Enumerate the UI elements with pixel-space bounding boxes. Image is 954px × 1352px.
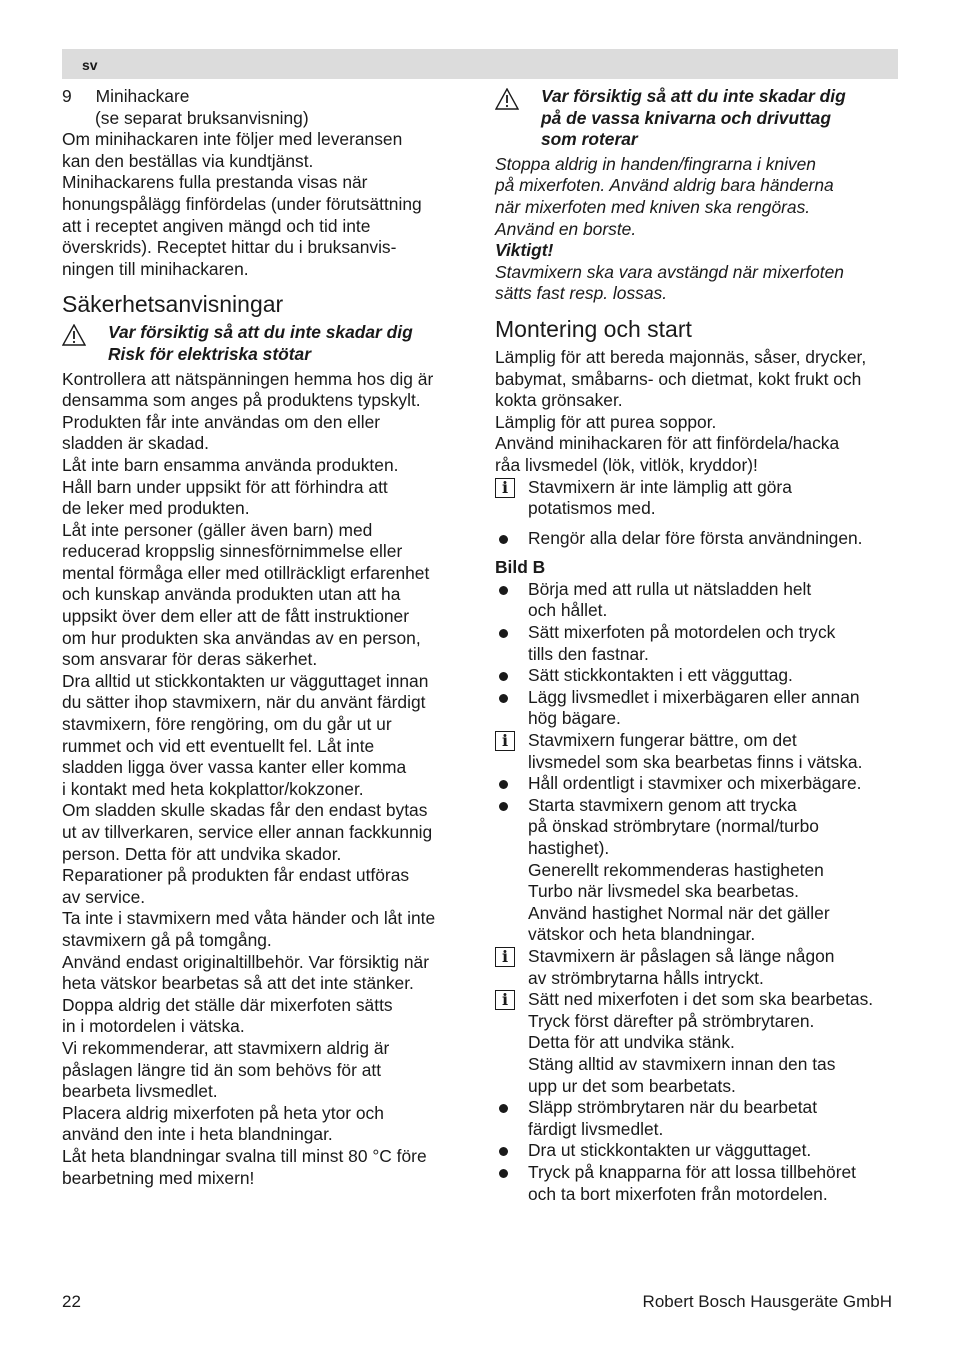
- text-line: Kontrollera att nätspänningen hemma hos dig är: [62, 368, 434, 389]
- bullet-icon: [499, 535, 508, 544]
- info-item: [495, 946, 898, 989]
- text-line: på önskad strömbrytare (normal/turbo: [528, 816, 819, 837]
- text-line: Stavmixern fungerar bättre, om det: [528, 730, 797, 751]
- safety-body: [62, 369, 467, 1190]
- info-icon: i: [495, 947, 515, 967]
- info-item: [495, 477, 898, 520]
- paragraph: [62, 908, 467, 951]
- bullet-item: [495, 795, 898, 946]
- bullet-icon: [499, 672, 508, 681]
- text-line: Stavmixern är påslagen så länge någon: [528, 945, 835, 966]
- text-line: och ta bort mixerfoten från motordelen.: [528, 1183, 828, 1204]
- paragraph: [495, 347, 898, 412]
- text-line: ningen till minihackaren.: [62, 258, 249, 279]
- text-line: Stäng alltid av stavmixern innan den tas: [528, 1053, 836, 1074]
- bullet-icon: [499, 802, 508, 811]
- text-line: Tryck på knapparna för att lossa tillbehöret: [528, 1161, 857, 1182]
- text-line: Rengör alla delar före första användningen.: [528, 527, 863, 548]
- text-line: rummet och vid ett eventuellt fel. Låt inte: [62, 735, 375, 756]
- text-line: av service.: [62, 886, 146, 907]
- text-line: råa livsmedel (lök, vitlök, kryddor)!: [495, 454, 758, 475]
- paragraph: [62, 520, 467, 671]
- text-line: Var försiktig så att du inte skadar dig: [541, 86, 846, 106]
- warning-blades: [495, 86, 898, 151]
- text-line: bearbeta livsmedlet.: [62, 1081, 218, 1102]
- text-line: när mixerfoten med kniven ska rengöras.: [495, 196, 811, 217]
- text-line: Låt inte personer (gäller även barn) med: [62, 519, 373, 540]
- important-label: Viktigt!: [495, 240, 554, 261]
- paragraph: [62, 412, 467, 455]
- language-code: sv: [82, 57, 98, 73]
- minihackare-para-1: [62, 129, 467, 172]
- text-line: sladden ligga över vassa kanter eller komma: [62, 757, 407, 778]
- text-line: Lägg livsmedlet i mixerbägaren eller annan: [528, 686, 860, 707]
- paragraph: [495, 433, 898, 476]
- paragraph: [62, 671, 467, 801]
- text-line: kokta grönsaker.: [495, 390, 623, 411]
- bullet-item: [495, 579, 898, 622]
- text-line: uppsikt över dem eller att de fått instruktioner: [62, 606, 410, 627]
- info-item: [495, 989, 898, 1097]
- bullet-item: [495, 528, 898, 550]
- text-line: Stavmixern är inte lämplig att göra: [528, 476, 792, 497]
- steps-list: [495, 579, 898, 1205]
- text-line: potatismos med.: [528, 498, 656, 519]
- text-line: Produkten får inte användas om den eller: [62, 411, 381, 432]
- text-line: Börja med att rulla ut nätsladden helt: [528, 578, 812, 599]
- company-name: Robert Bosch Hausgeräte GmbH: [642, 1292, 892, 1311]
- bullet-item: [495, 1097, 898, 1140]
- text-line: Risk för elektriska stötar: [108, 343, 311, 364]
- item-number: 9: [62, 86, 72, 106]
- text-line: Tryck först därefter på strömbrytaren.: [528, 1010, 815, 1031]
- text-line: som roterar: [541, 129, 638, 150]
- text-line: Sätt stickkontakten i ett vägguttag.: [528, 665, 793, 686]
- text-line: Reparationer på produkten får endast utföras: [62, 865, 410, 886]
- bullet-item: [495, 687, 898, 730]
- bullet-item: [495, 1140, 898, 1162]
- text-line: Dra alltid ut stickkontakten ur vägguttaget innan: [62, 670, 429, 691]
- text-line: sätts fast resp. lossas.: [495, 283, 668, 304]
- figure-label: Bild B: [495, 557, 546, 578]
- paragraph: [62, 1146, 467, 1189]
- text-line: stavmixern, före rengöring, om du går ut ur: [62, 714, 392, 735]
- text-line: upp ur det som bearbetats.: [528, 1075, 736, 1096]
- text-line: mental förmåga eller med otillräckligt erfarenhet: [62, 562, 430, 583]
- bullet-icon: [499, 1104, 508, 1113]
- left-column: [62, 86, 467, 1189]
- paragraph: [62, 995, 467, 1038]
- warning-blades-text: [541, 86, 898, 151]
- bullet-icon: [499, 694, 508, 703]
- text-line: Stoppa aldrig in handen/fingrarna i kniven: [495, 153, 816, 174]
- text-line: Dra ut stickkontakten ur vägguttaget.: [528, 1140, 812, 1161]
- text-line: Låt heta blandningar svalna till minst 80 °C före: [62, 1145, 427, 1166]
- text-line: Turbo när livsmedel ska bearbetas.: [528, 881, 799, 902]
- bullet-icon: [499, 1169, 508, 1178]
- text-line: Stavmixern ska vara avstängd när mixerfoten: [495, 261, 844, 282]
- paragraph: [62, 865, 467, 908]
- text-line: Vi rekommenderar, att stavmixern aldrig är: [62, 1037, 390, 1058]
- text-line: livsmedel som ska bearbetas finns i vätska.: [528, 751, 863, 772]
- text-line: Lämplig för att purea soppor.: [495, 411, 717, 432]
- bullet-icon: [499, 1147, 508, 1156]
- text-line: Sätt ned mixerfoten i det som ska bearbetas.: [528, 989, 874, 1010]
- text-line: Använd en borste.: [495, 218, 637, 239]
- text-line: Använd hastighet Normal när det gäller: [528, 902, 830, 923]
- text-line: person. Detta för att undvika skador.: [62, 843, 342, 864]
- text-line: av strömbrytarna hålls intryckt.: [528, 967, 764, 988]
- info-icon: i: [495, 731, 515, 751]
- text-line: påslagen längre tid än som behövs för att: [62, 1059, 382, 1080]
- right-column: [495, 86, 898, 1205]
- text-line: färdigt livsmedlet.: [528, 1118, 664, 1139]
- bullet-icon: [499, 629, 508, 638]
- text-line: stavmixern gå på tomgång.: [62, 929, 272, 950]
- text-line: Generellt rekommenderas hastigheten: [528, 859, 824, 880]
- bullet-icon: [499, 780, 508, 789]
- bullet-icon: [499, 586, 508, 595]
- warning-triangle-icon: [62, 324, 86, 346]
- assembly-intro: [495, 347, 898, 477]
- paragraph: [62, 1038, 467, 1103]
- text-line: använd den inte i heta blandningar.: [62, 1124, 333, 1145]
- item-title: Minihackare: [95, 86, 190, 106]
- text-line: som ansvarar för deras säkerhet.: [62, 649, 318, 670]
- info-icon: i: [495, 990, 515, 1010]
- paragraph: [62, 800, 467, 865]
- paragraph: [495, 412, 898, 434]
- warning-electric: [62, 322, 467, 365]
- safety-heading: Säkerhetsanvisningar: [62, 291, 284, 318]
- text-line: och kunskap använda produkten utan att ha: [62, 584, 401, 605]
- text-line: heta vätskor bearbetas så att det inte stänker.: [62, 973, 414, 994]
- blade-instructions: [495, 154, 898, 240]
- text-line: och hållet.: [528, 600, 608, 621]
- text-line: att i receptet angiven mängd och tid inte: [62, 215, 371, 236]
- text-line: Sätt mixerfoten på motordelen och tryck: [528, 622, 836, 643]
- warning-triangle-icon: [495, 88, 519, 110]
- assembly-heading: Montering och start: [495, 315, 692, 342]
- text-line: överskrids). Receptet hittar du i bruksanvis-: [62, 237, 397, 258]
- info-icon: i: [495, 478, 515, 498]
- text-line: sladden är skadad.: [62, 433, 209, 454]
- bullet-item: [495, 665, 898, 687]
- text-line: i kontakt med heta kokplattor/kokzoner.: [62, 778, 364, 799]
- text-line: Om sladden skulle skadas får den endast bytas: [62, 800, 428, 821]
- text-line: Släpp strömbrytaren när du bearbetat: [528, 1097, 818, 1118]
- bullet-item: [495, 773, 898, 795]
- text-line: hög bägare.: [528, 708, 621, 729]
- warning-electric-text: [108, 322, 467, 365]
- important-text: [495, 262, 898, 305]
- text-line: densamma som anges på produktens typskylt.: [62, 390, 421, 411]
- text-line: babymat, småbarns- och dietmat, kokt frukt och: [495, 368, 862, 389]
- text-line: ut av tillverkaren, service eller annan fackkunnig: [62, 822, 433, 842]
- info-item: [495, 730, 898, 773]
- language-bar: [62, 49, 898, 79]
- text-line: Använd endast originaltillbehör. Var försiktig när: [62, 951, 430, 972]
- text-line: om hur produkten ska användas av en person,: [62, 627, 421, 648]
- text-line: Minihackarens fulla prestanda visas när: [62, 172, 368, 193]
- text-line: in i motordelen i vätska.: [62, 1016, 245, 1037]
- text-line: Håll barn under uppsikt för att förhindra att: [62, 476, 388, 497]
- text-line: kan den beställas via kundtjänst.: [62, 150, 314, 171]
- paragraph: [62, 455, 467, 520]
- paragraph: [62, 369, 467, 412]
- text-line: Var försiktig så att du inte skadar dig: [108, 322, 413, 343]
- text-line: tills den fastnar.: [528, 643, 649, 664]
- text-line: de leker med produkten.: [62, 498, 250, 519]
- text-line: Starta stavmixern genom att trycka: [528, 794, 797, 815]
- text-line: Placera aldrig mixerfoten på heta ytor och: [62, 1102, 384, 1123]
- text-line: Doppa aldrig det ställe där mixerfoten sätts: [62, 994, 393, 1015]
- bullet-item: [495, 1162, 898, 1205]
- text-line: bearbetning med mixern!: [62, 1167, 255, 1188]
- text-line: Håll ordentligt i stavmixer och mixerbägare.: [528, 773, 862, 794]
- text-line: Om minihackaren inte följer med leveransen: [62, 129, 403, 150]
- bullet-item: [495, 622, 898, 665]
- paragraph: [62, 1103, 467, 1146]
- text-line: Använd minihackaren för att finfördela/hacka: [495, 433, 840, 454]
- text-line: hastighet).: [528, 838, 610, 858]
- text-line: du sätter ihop stavmixern, när du använt färdigt: [62, 692, 426, 713]
- item-subtitle: (se separat bruksanvisning): [95, 107, 309, 128]
- text-line: Detta för att undvika stänk.: [528, 1032, 735, 1053]
- item-heading: [62, 86, 467, 108]
- text-line: på mixerfoten. Använd aldrig bara händerna: [495, 175, 834, 196]
- text-line: på de vassa knivarna och drivuttag: [541, 107, 831, 128]
- text-line: Ta inte i stavmixern med våta händer och låt inte: [62, 908, 436, 929]
- page-number: 22: [62, 1292, 81, 1311]
- text-line: reducerad kroppslig sinnesförnimmelse eller: [62, 541, 403, 562]
- paragraph: [62, 952, 467, 995]
- text-line: vätskor och heta blandningar.: [528, 924, 756, 945]
- text-line: Lämplig för att bereda majonnäs, såser, drycker,: [495, 346, 867, 367]
- text-line: Låt inte barn ensamma använda produkten.: [62, 454, 399, 475]
- text-line: honungspålägg finfördelas (under förutsättning: [62, 193, 422, 214]
- minihackare-para-2: [62, 172, 467, 280]
